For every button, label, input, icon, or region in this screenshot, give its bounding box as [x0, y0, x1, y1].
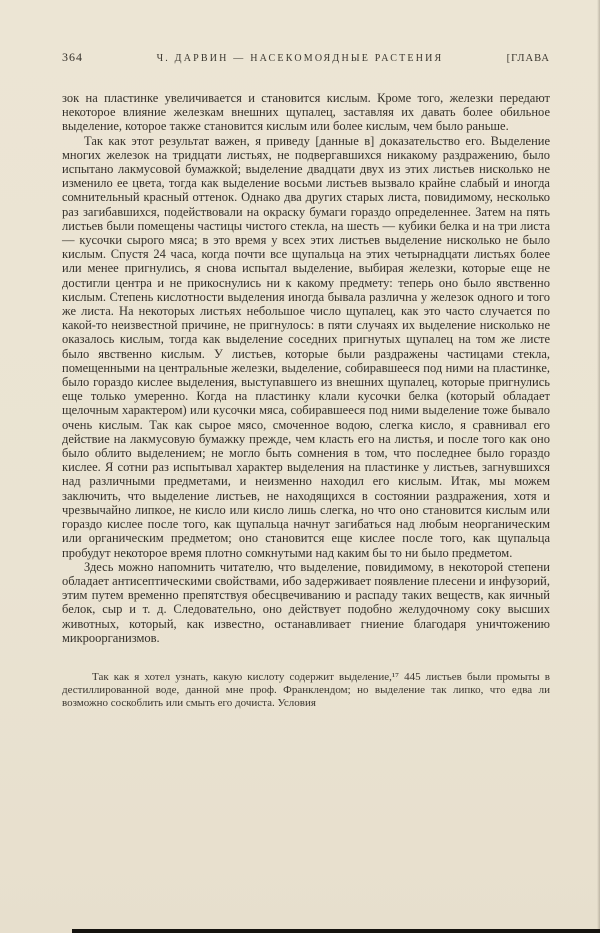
body-paragraph: Здесь можно напомнить читателю, что выделение, повидимому, в некоторой степени обладает антисептическими свойствами, ибо задерживает появление плесени и инфузорий, этим путем временно препятствуя обесцвечиванию и распаду таких веществ, как яичный белок, сыр и т. д. Следовательно, оно действует подобно желудочному соку высших животных, который, как известно, останавливает гниение благодаря уничтожению микроорганизмов.: [62, 559, 550, 645]
chapter-marker: [ГЛАВА: [506, 53, 550, 64]
running-title: Ч. ДАРВИН — НАСЕКОМОЯДНЫЕ РАСТЕНИЯ: [156, 53, 444, 64]
scan-edge-line: [72, 929, 600, 933]
body-text: [62, 91, 550, 645]
body-paragraph: зок на пластинке увеличивается и становится кислым. Кроме того, железки передают некоторое влияние железкам внешних щупалец, заставляя их давать более обильное выделение, которое также становится кислым или более кислым, чем было раньше.: [62, 91, 550, 134]
body-paragraph: Так как этот результат важен, я приведу [данные в] доказательство его. Выделение многих железок на тридцати листьях, не подвергавшихся никакому раздражению, было испытано лакмусовой бумажкой; выделение двадцати двух из этих листьев нисколько не изменило ее цвета, тогда как выделение восьми листьев вызвало крайне слабый и иногда сомнительный красный оттенок. Однако два других старых листа, повидимому, несколько раз загибавшихся, подействовали на окраску бумаги гораздо определеннее. Затем на пять листьев были помещены частицы чистого стекла, на шесть — кубики белка и на три листа — кусочки сырого мяса; в это время у всех этих листьев выделение нисколько не было кислым. Спустя 24 часа, когда почти все щупальца на этих четырнадцати листьях более или менее пригнулись, я снова испытал выделение, выбирая железки, которые еще не достигли центра и не прикоснулись ни к какому предмету: теперь оно было явственно кислым. Степень кислотности выделения иногда бывала различна у железок одного и того же листа. На некоторых листьях небольшое число щупалец, как это часто случается по какой-то неизвестной причине, не пригнулось: в пяти случаях их выделение нисколько не оказалось кислым, тогда как выделение соседних пригнутых щупалец на том же листе было явственно кислым. У листьев, которые были раздражены частицами стекла, помещенными на центральные железки, выделение, собиравшееся под ними на пластинке, было гораздо кислее выделения, выступавшего из внешних щупалец, которые пригнулись еще только умеренно. Когда на пластинку клали кусочки белка (который обладает щелочным характером) или кусочки мяса, собиравшееся под ними выделение тоже бывало очень кислым. Так как сырое мясо, смоченное водою, слегка кисло, я сравнивал его действие на лакмусовую бумажку прежде, чем класть его на листья, и после того как оно было облито выделением; не могло быть сомнения в том, что последнее было гораздо кислее. Я сотни раз испытывал характер выделения на пластинке у листьев, загнувшихся над различными предметами, и неизменно находил его кислым. Итак, мы можем заключить, что выделение листьев, не находящихся в состоянии раздражения, хотя и чрезвычайно липкое, не кисло или кисло лишь слегка, но что оно становится кислым или гораздо кислее после того, как щупальца начнут загибаться над любым неорганическим или органическим предметом; оно становится еще кислее после того, как щупальца пробудут некоторое время плотно сомкнутыми над каким бы то ни было предметом.: [62, 133, 550, 560]
page-number: 364: [62, 50, 83, 64]
running-head: [62, 50, 550, 65]
footnote-paragraph: Так как я хотел узнать, какую кислоту содержит выделение,¹⁷ 445 листьев были промыты в дестиллированной воде, данной мне проф. Франклендом; но выделение так липко, что едва ли возможно соскоблить или смыть его дочиста. Условия: [62, 670, 550, 709]
